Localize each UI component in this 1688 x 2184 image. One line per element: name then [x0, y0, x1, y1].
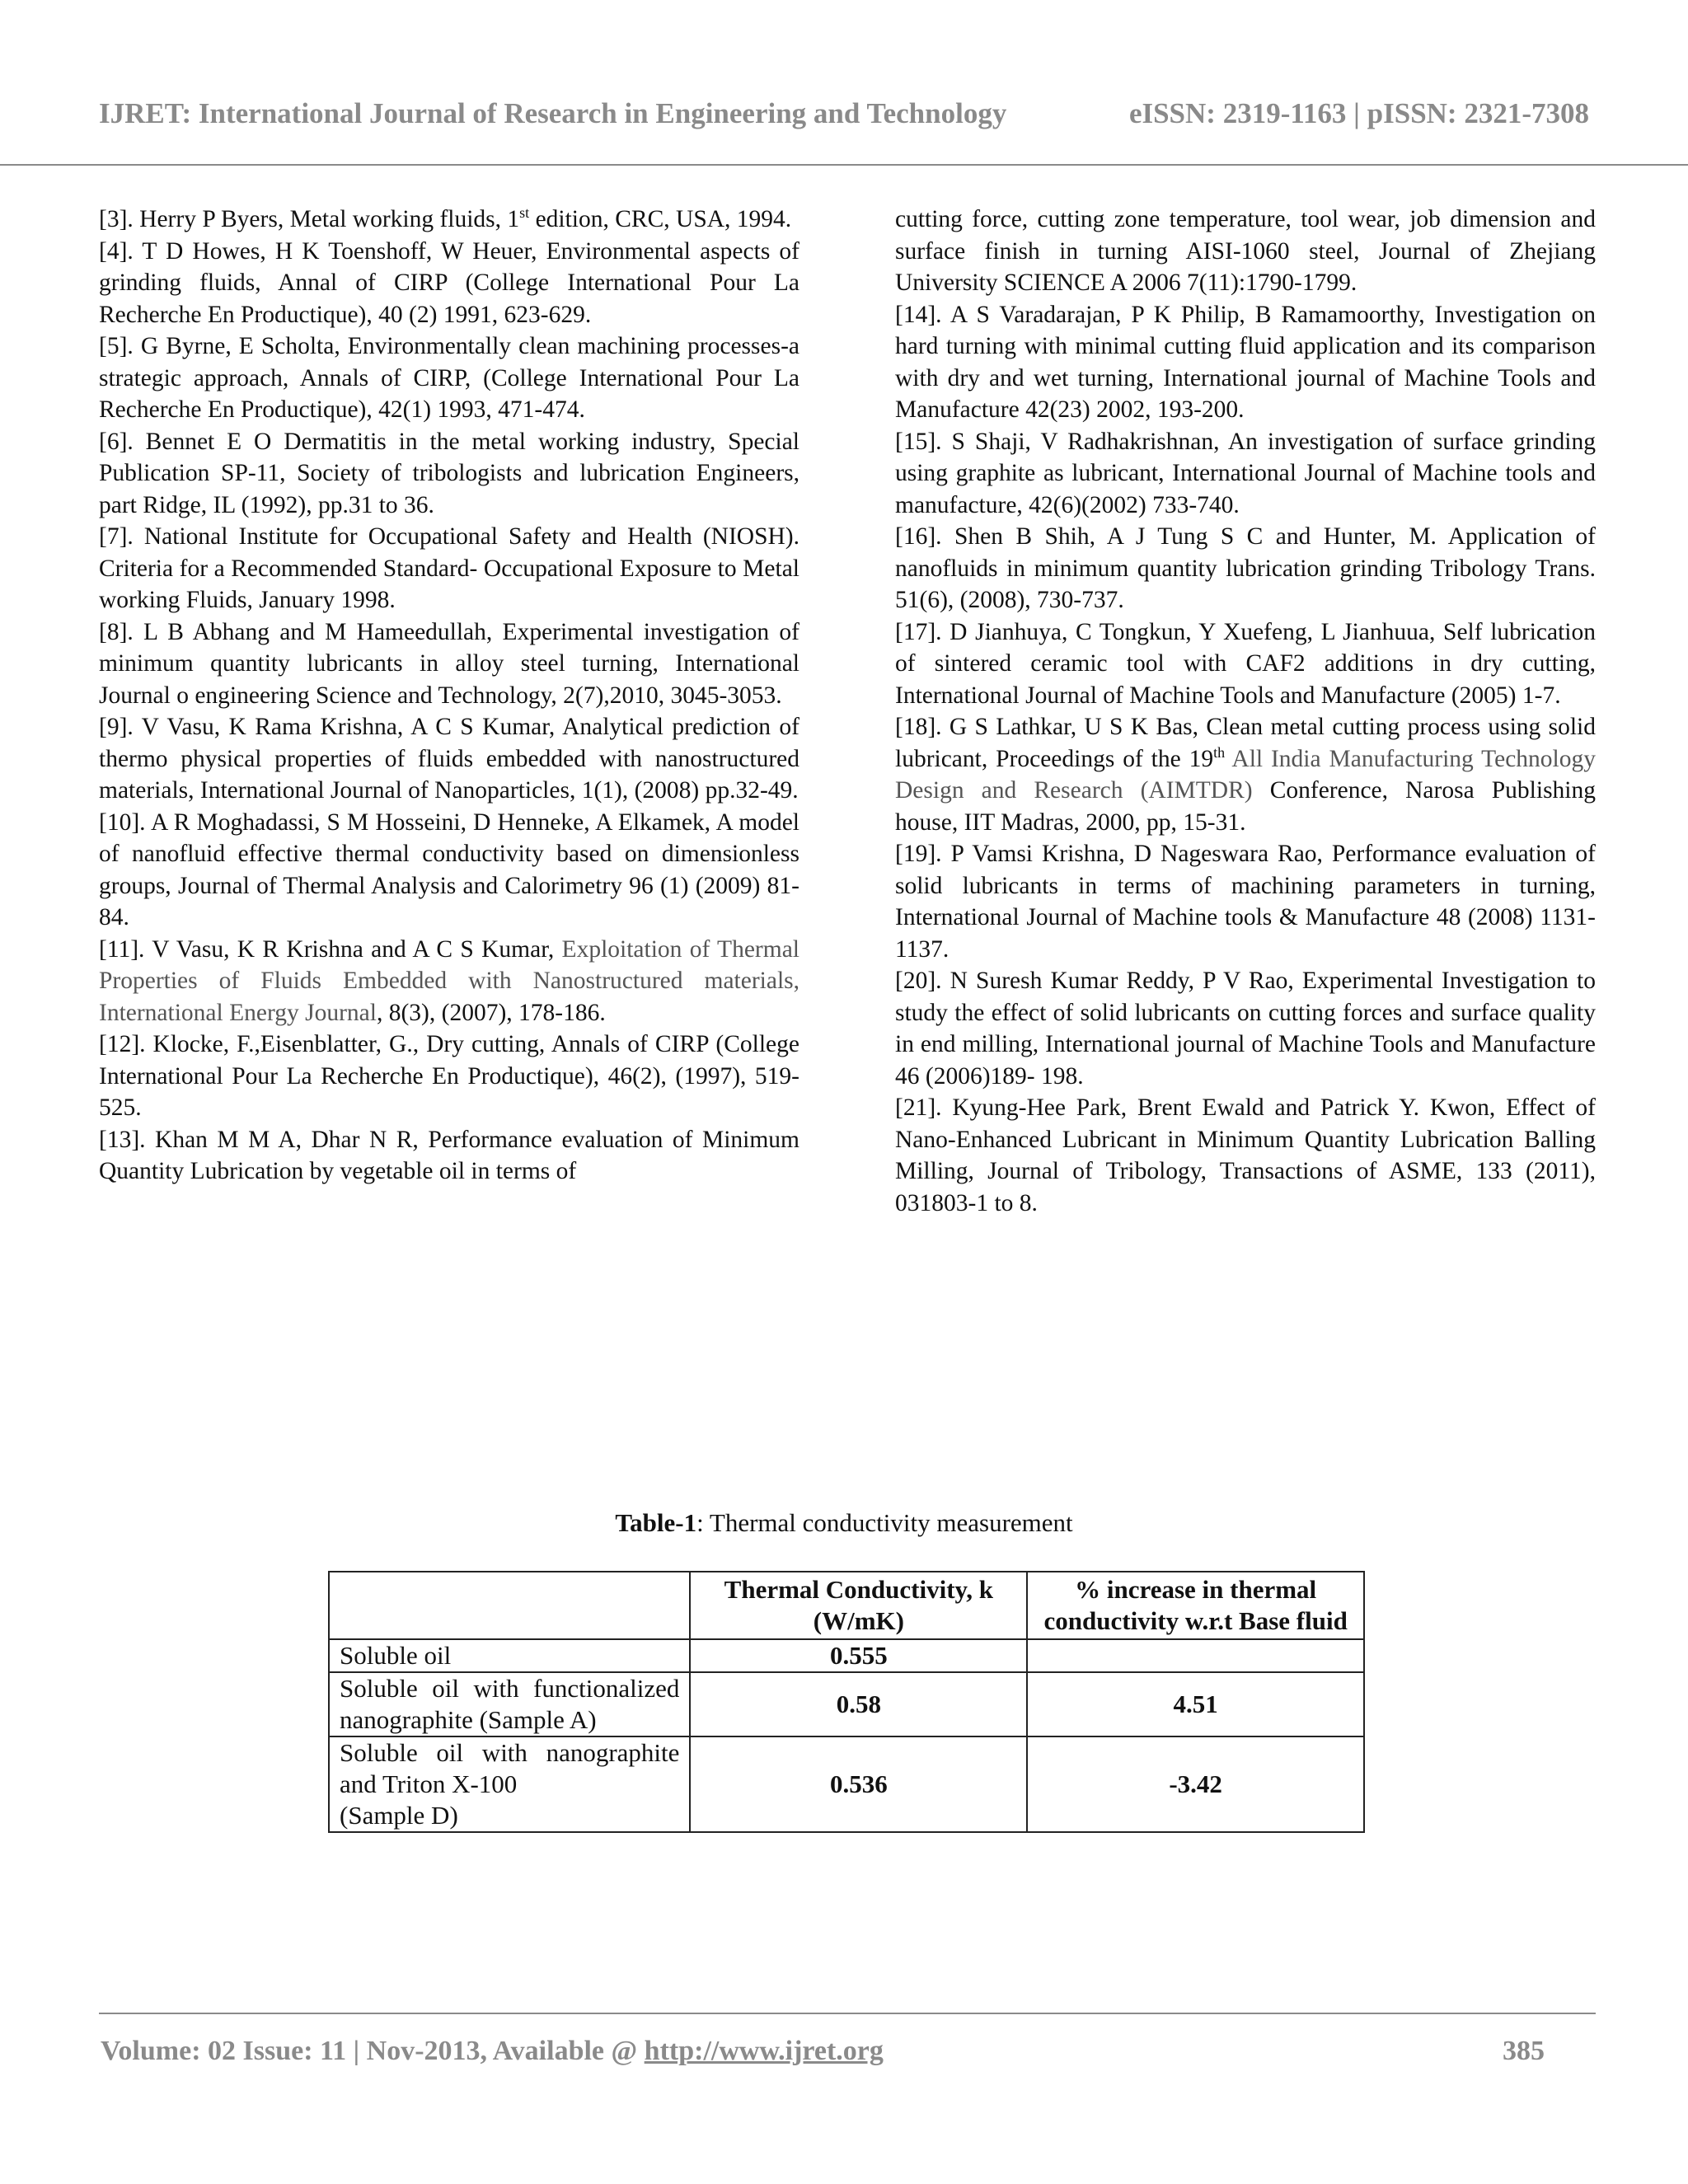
right-column: [895, 204, 1596, 1219]
reference-6: [6]. Bennet E O Dermatitis in the metal working industry, Special Publication SP-11, Society of tribologists and lubrication Engineers, part Ridge, IL (1992), pp.31 to 36.: [99, 428, 799, 518]
reference-14: [14]. A S Varadarajan, P K Philip, B Ramamoorthy, Investigation on hard turning with minimal cutting fluid application and its comparison with dry and wet turning, International journal of Machine Tools and Manufacture 42(23) 2002, 193-200.: [895, 301, 1596, 423]
reference-8: [8]. L B Abhang and M Hameedullah, Experimental investigation of minimum quantity lubricants in alloy steel turning, International Journal o engineering Science and Technology, 2(7),2010, 3045-3053.: [99, 618, 799, 709]
reference-4: [4]. T D Howes, H K Toenshoff, W Heuer, Environmental aspects of grinding fluids, Annal of CIRP (College International Pour La Recherche En Productique), 40 (2) 1991, 623-629.: [99, 237, 799, 328]
cell-sample: Soluble oil with nanographite and Triton X-100 (Sample D): [329, 1736, 690, 1832]
page-footer: [101, 2036, 1545, 2067]
cell-sample: Soluble oil with functionalized nanographite (Sample A): [329, 1672, 690, 1736]
reference-18: [18]. G S Lathkar, U S K Bas, Clean metal cutting process using solid lubricant, Proceedings of the 19th All India Manufacturing Technology Design and Research (AIMTDR) Conference, Narosa Publishing house, IIT Madras, 2000, pp, 15-31.: [895, 714, 1596, 836]
reference-21: [21]. Kyung-Hee Park, Brent Ewald and Patrick Y. Kwon, Effect of Nano-Enhanced Lubricant in Minimum Quantity Lubrication Balling Milling, Journal of Tribology, Transactions of ASME, 133 (2011), 031803-1 to 8.: [895, 1094, 1596, 1216]
reference-9: [9]. V Vasu, K Rama Krishna, A C S Kumar, Analytical prediction of thermo physical properties of fluids embedded with nanostructured materials, International Journal of Nanoparticles, 1(1), (2008) pp.32-49.: [99, 714, 799, 804]
reference-15: [15]. S Shaji, V Radhakrishnan, An investigation of surface grinding using graphite as lubricant, International Journal of Machine tools and manufacture, 42(6)(2002) 733-740.: [895, 428, 1596, 518]
table-caption-label: Table-1: [615, 1508, 697, 1537]
table-header-row: [329, 1572, 1364, 1639]
header-sample: [329, 1572, 690, 1639]
footer-rule: [99, 2013, 1596, 2014]
reference-19: [19]. P Vamsi Krishna, D Nageswara Rao, Performance evaluation of solid lubricants in terms of machining parameters in turning, International Journal of Machine tools & Manufacture 48 (2008) 1131-1137.: [895, 841, 1596, 963]
page-number: 385: [1503, 2036, 1545, 2066]
cell-increase: 4.51: [1027, 1672, 1364, 1736]
left-column: [99, 204, 799, 1188]
cell-increase: [1027, 1639, 1364, 1672]
reference-16: [16]. Shen B Shih, A J Tung S C and Hunter, M. Application of nanofluids in minimum quantity lubrication grinding Tribology Trans. 51(6), (2008), 730-737.: [895, 523, 1596, 613]
cell-k: 0.555: [690, 1639, 1027, 1672]
page-header: [99, 97, 1589, 130]
reference-13-continued: cutting force, cutting zone temperature, tool wear, job dimension and surface finish in turning AISI-1060 steel, Journal of Zhejiang University SCIENCE A 2006 7(11):1790-1799.: [895, 206, 1596, 296]
table-row: [329, 1672, 1364, 1736]
reference-10: [10]. A R Moghadassi, S M Hosseini, D Henneke, A Elkamek, A model of nanofluid effective thermal conductivity based on dimensionless groups, Journal of Thermal Analysis and Calorimetry 96 (1) (2009) 81-84.: [99, 808, 799, 930]
header-rule: [0, 164, 1688, 166]
cell-k: 0.536: [690, 1736, 1027, 1832]
table-caption: [0, 1508, 1688, 1538]
thermal-conductivity-table: [328, 1571, 1365, 1833]
volume-info: Volume: 02 Issue: 11 | Nov-2013, Available @: [101, 2036, 645, 2066]
header-thermal-conductivity: Thermal Conductivity, k (W/mK): [690, 1572, 1027, 1639]
reference-17: [17]. D Jianhuya, C Tongkun, Y Xuefeng, L Jianhuua, Self lubrication of sintered ceramic tool with CAF2 additions in dry cutting, International Journal of Machine Tools and Manufacture (2005) 1-7.: [895, 618, 1596, 709]
journal-url-link[interactable]: http://www.ijret.org: [644, 2036, 884, 2066]
reference-3: [3]. Herry P Byers, Metal working fluids, 1st edition, CRC, USA, 1994.: [99, 204, 792, 232]
reference-7: [7]. National Institute for Occupational Safety and Health (NIOSH). Criteria for a Recommended Standard- Occupational Exposure to Metal working Fluids, January 1998.: [99, 523, 799, 613]
reference-20: [20]. N Suresh Kumar Reddy, P V Rao, Experimental Investigation to study the effect of solid lubricants on cutting forces and surface quality in end milling, International journal of Machine Tools and Manufacture 46 (2006)189- 198.: [895, 968, 1596, 1090]
reference-13: [13]. Khan M M A, Dhar N R, Performance evaluation of Minimum Quantity Lubrication by vegetable oil in terms of: [99, 1126, 799, 1184]
reference-5: [5]. G Byrne, E Scholta, Environmentally clean machining processes-a strategic approach, Annals of CIRP, (College International Pour La Recherche En Productique), 42(1) 1993, 471-474.: [99, 333, 799, 423]
table-row: [329, 1736, 1364, 1832]
table-caption-text: : Thermal conductivity measurement: [696, 1508, 1073, 1537]
header-percent-increase: % increase in thermal conductivity w.r.t Base fluid: [1027, 1572, 1364, 1639]
cell-sample: Soluble oil: [329, 1639, 690, 1672]
cell-k: 0.58: [690, 1672, 1027, 1736]
reference-12: [12]. Klocke, F.,Eisenblatter, G., Dry cutting, Annals of CIRP (College International Pour La Recherche En Productique), 46(2), (1997), 519-525.: [99, 1031, 799, 1121]
reference-11: [11]. V Vasu, K R Krishna and A C S Kumar, Exploitation of Thermal Properties of Fluids Embedded with Nanostructured materials, International Energy Journal, 8(3), (2007), 178-186.: [99, 935, 799, 1026]
cell-increase: -3.42: [1027, 1736, 1364, 1832]
journal-title: IJRET: International Journal of Research in Engineering and Technology: [99, 97, 1007, 129]
table-row: [329, 1639, 1364, 1672]
issn-info: eISSN: 2319-1163 | pISSN: 2321-7308: [1128, 97, 1589, 129]
